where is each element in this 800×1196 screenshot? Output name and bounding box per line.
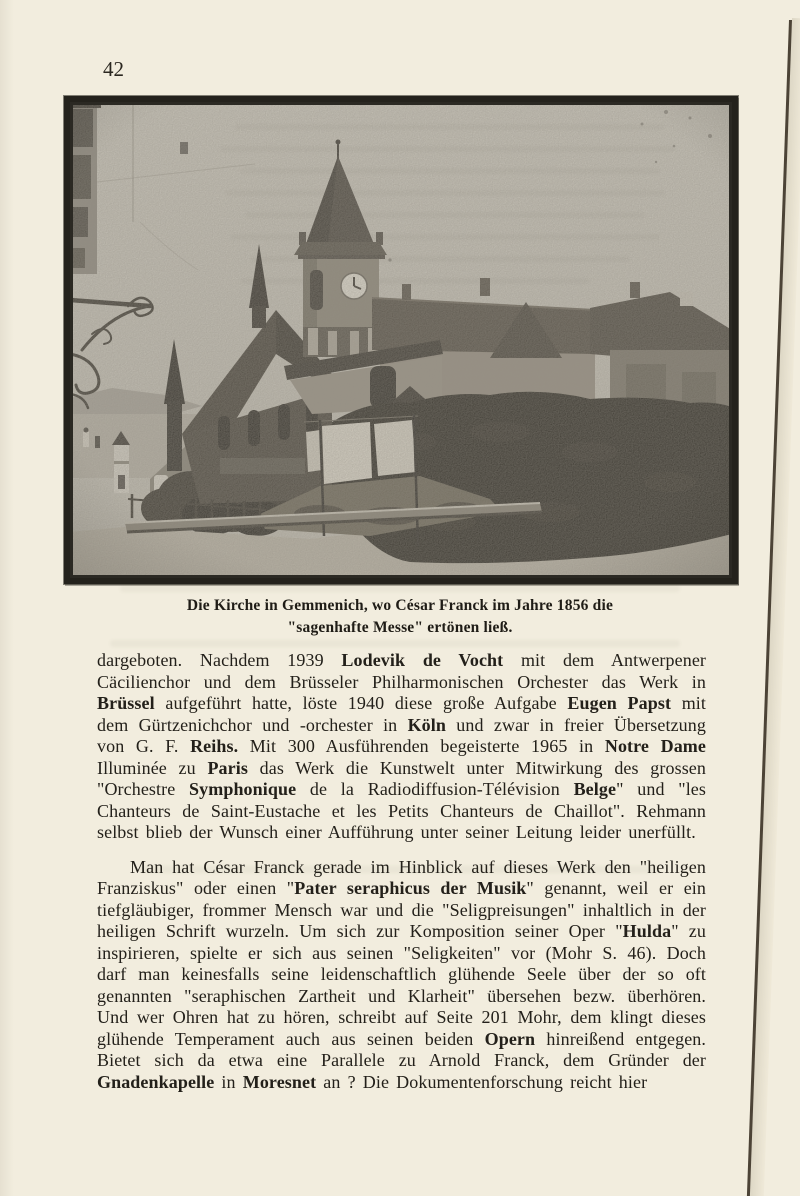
body-paragraph: Man hat César Franck gerade im Hinblick auf dieses Werk den "heiligen Franziskus" oder einen "Pater seraphicus der Musik" genannt, weil er ein tiefgläubiger, frommer Mensch war und die "Seligpreisungen" inhaltlich in der heiligen Schrift wurzeln. Um sich zur Komposition seiner Oper "Hulda" zu inspirieren, spielte er sich aus seinen "Seligkeiten" vor (Mohr S. 46). Doch darf man keinesfalls seine leidenschaftlich glühende Seele über der so oft genannten "seraphischen Zartheit und Klarheit" übersehen bezw. überhören. Und wer Ohren hat zu hören, schreibt auf Seite 201 Mohr, dem klingt dieses glühende Temperament auch aus seinen beiden Opern hinreißend entgegen. Bietet sich da etwa eine Parallele zu Arnold Franck, dem Gründer der Gnadenkapelle in Moresnet an ? Die Dokumentenforschung reicht hier — [97, 856, 706, 1092]
photo-caption — [100, 595, 700, 639]
church-photo-illustration — [70, 102, 732, 578]
photo-vignette — [70, 102, 732, 578]
bleed-through-ghost — [120, 585, 680, 592]
bleed-through-ghost — [110, 640, 680, 647]
body-paragraph: dargeboten. Nachdem 1939 Lodevik de Vocht mit dem Antwerpener Cäcilienchor und dem Brüsseler Philharmonischen Orchester das Werk in Brüssel aufgeführt hatte, löste 1940 diese große Aufgabe Eugen Papst mit dem Gürtzenichchor und -orchester in Köln und zwar in freier Übersetzung von G. F. Reihs. Mit 300 Ausführenden begeisterte 1965 in Notre Dame Illuminée zu Paris das Werk die Kunstwelt unter Mitwirkung des grossen "Orchestre Symphonique de la Radiodiffusion-Télévision Belge" und "les Chanteurs de Saint-Eustache et les Petits Chanteurs de Chaillot". Rehmann selbst blieb der Wunsch einer Aufführung unter seiner Leitung leider unerfüllt. — [97, 650, 707, 842]
page-edge-shade — [749, 18, 800, 1196]
church-photo — [64, 96, 738, 584]
photo-caption-line1: Die Kirche in Gemmenich, wo César Franck im Jahre 1856 die — [186, 597, 614, 614]
photo-caption-line2: "sagenhafte Messe" ertönen ließ. — [287, 619, 513, 636]
page-number: 42 — [103, 57, 124, 81]
body-text — [97, 650, 706, 1093]
